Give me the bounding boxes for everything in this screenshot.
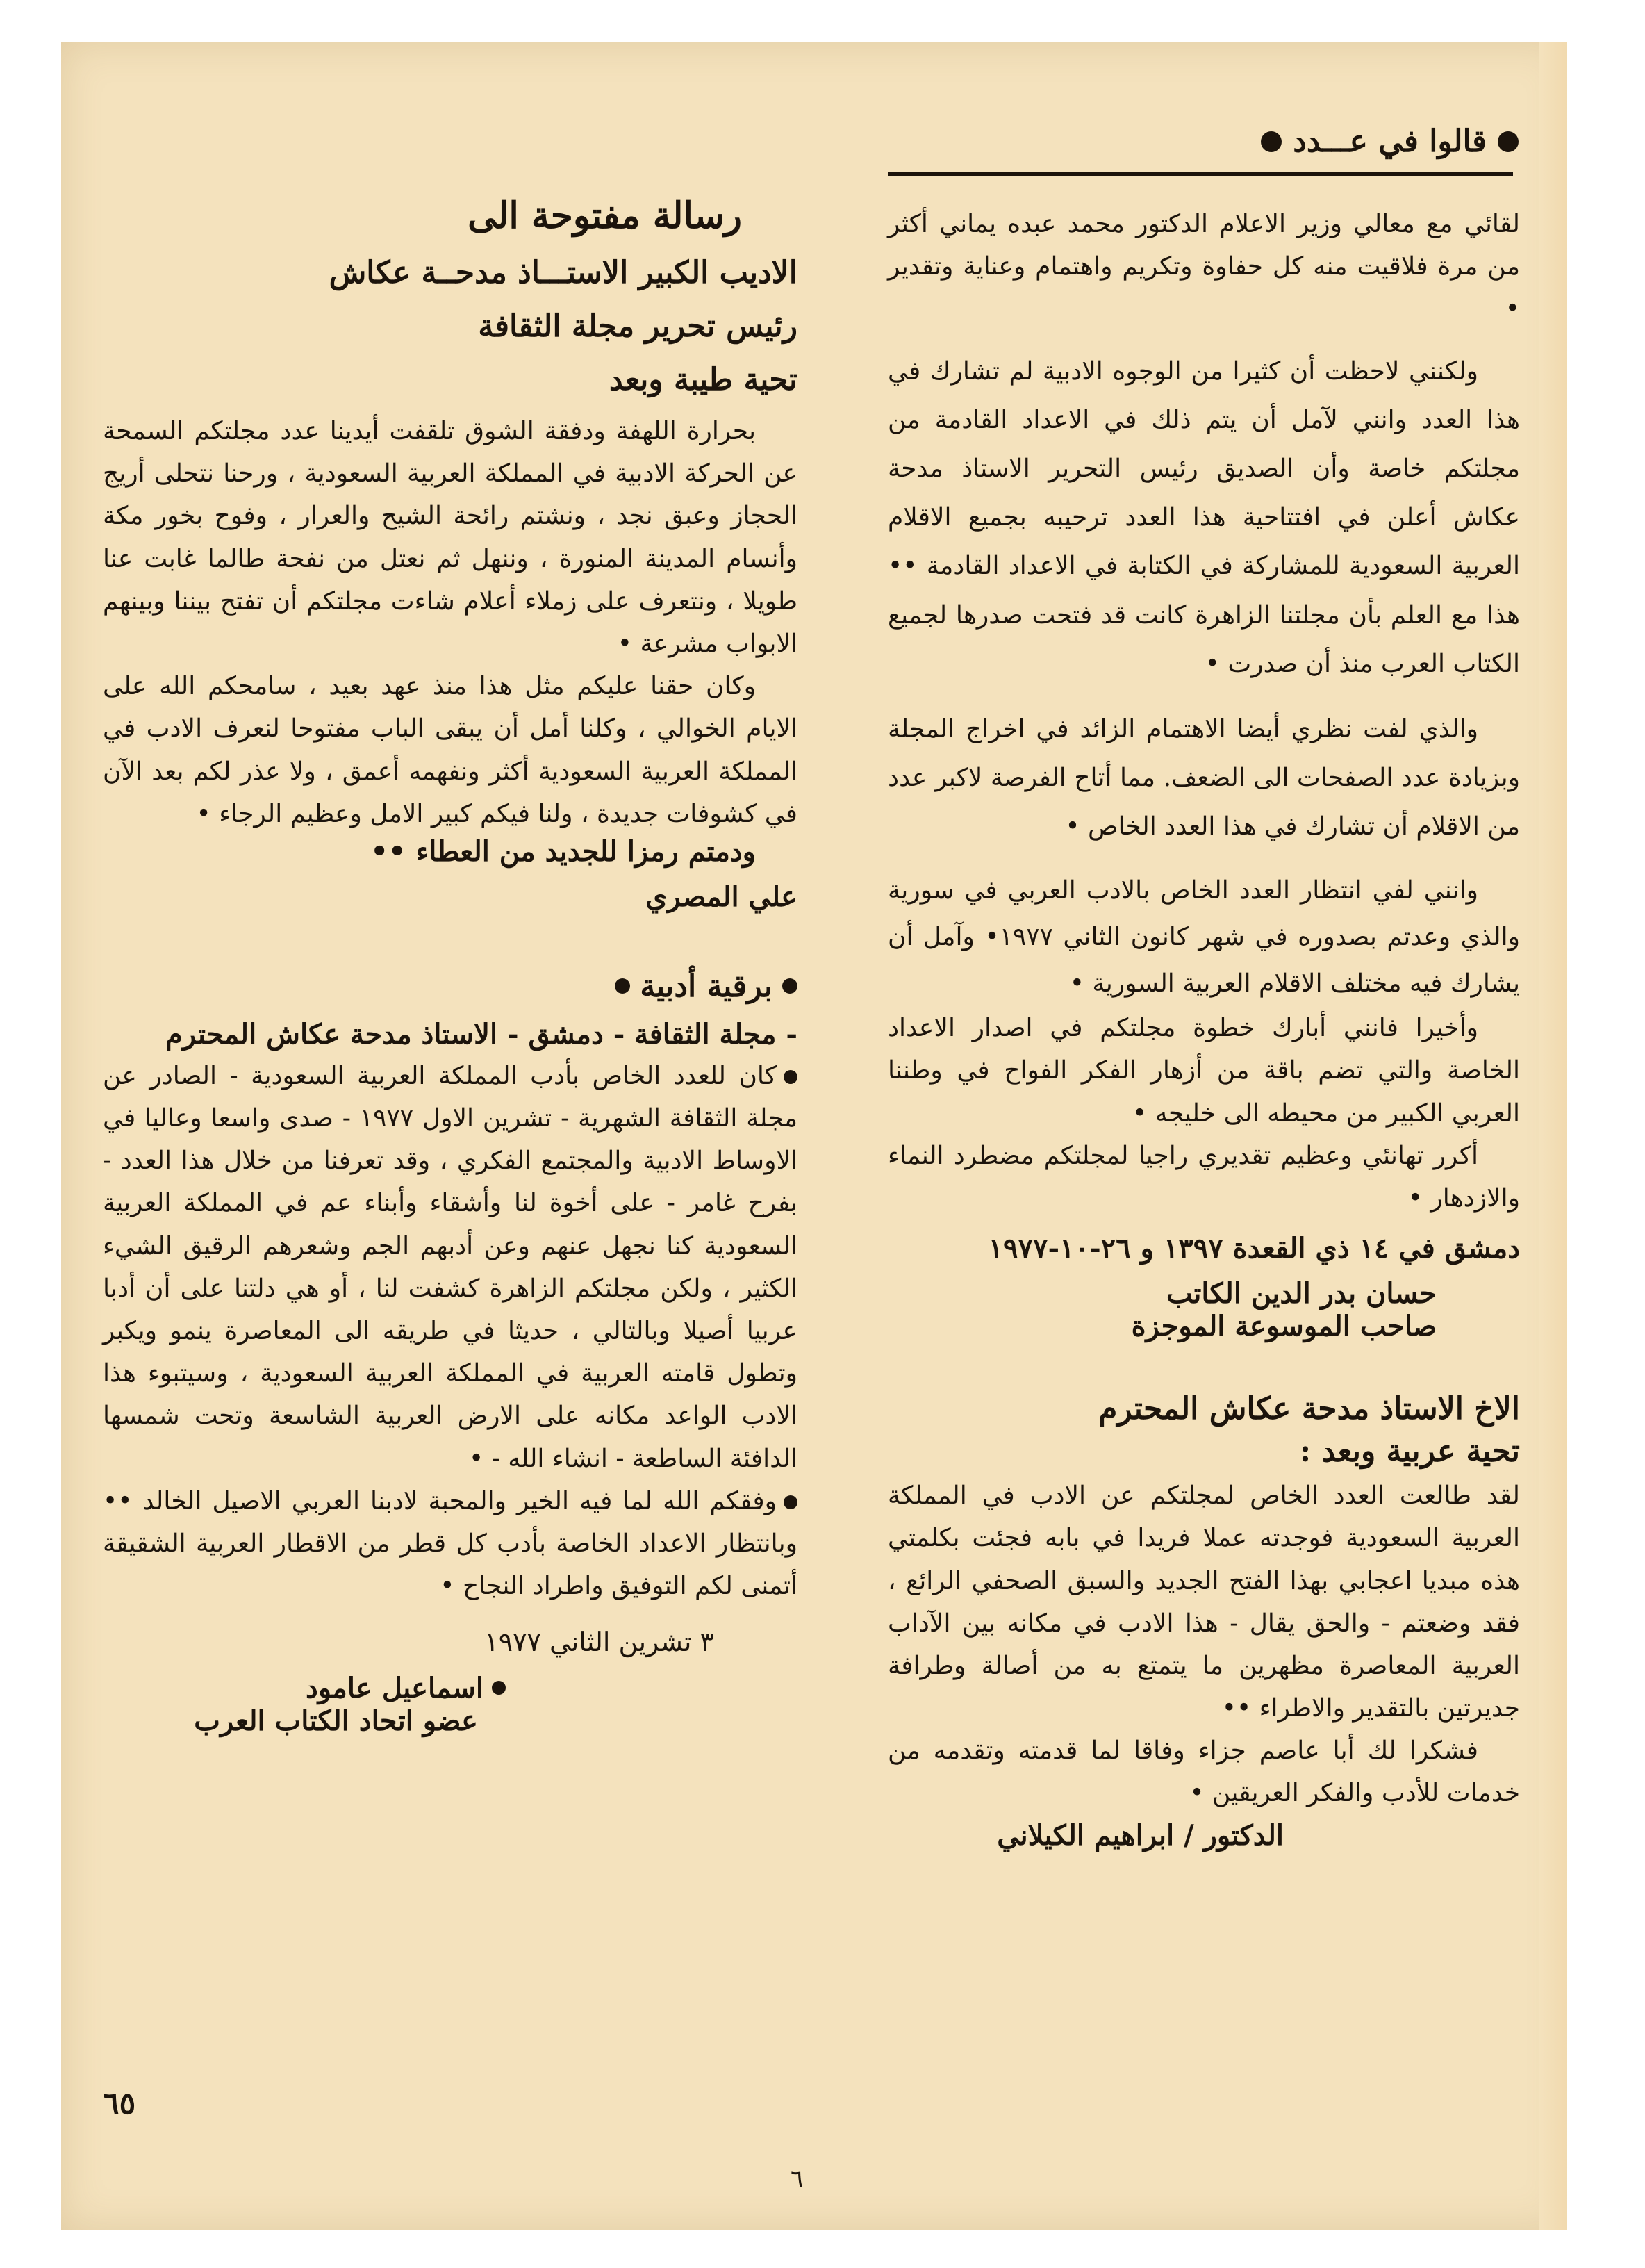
- bullet-icon: [784, 1070, 797, 1084]
- signature-name: علي المصري: [645, 880, 797, 913]
- letter-date: دمشق في ١٤ ذي القعدة ١٣٩٧ و ٢٦-١٠-١٩٧٧: [988, 1232, 1520, 1265]
- section-header: [1261, 124, 1519, 159]
- cable-date: ٣ تشرين الثاني ١٩٧٧: [484, 1627, 714, 1658]
- paragraph: وكان حقنا عليكم مثل هذا منذ عهد بعيد ، سامحكم الله على الايام الخوالي ، وكلنا أمل أن يبقى الباب مفتوحا لنعرف الادب في المملكة العربية السعودية أكثر ونفهمه أعمق ، ولا عذر لكم بعد الآن في كشوفات جديدة ، ولنا فيكم كبير الامل وعظيم الرجاء •: [103, 672, 797, 828]
- right-column: [888, 203, 1520, 1852]
- letter-greeting: تحية طيبة وبعد: [609, 362, 797, 397]
- paragraph: وانني لفي انتظار العدد الخاص بالادب العربي في سورية والذي وعدتم بصدوره في شهر كانون الثاني ١٩٧٧• وآمل أن يشارك فيه مختلف الاقلام العربية السورية •: [888, 876, 1520, 998]
- bullet-icon: [615, 978, 630, 994]
- bullet-icon: [784, 1495, 797, 1509]
- signature-name-text: اسماعيل عامود: [305, 1671, 483, 1704]
- cable-heading: [103, 969, 797, 1004]
- signature-title: عضو اتحاد الكتاب العرب: [194, 1704, 478, 1737]
- bullet-icon: [1498, 131, 1519, 152]
- paragraph: بحرارة اللهفة ودفقة الشوق تلقفت أيدينا عدد مجلتكم السمحة عن الحركة الادبية في المملكة العربية السعودية ، ورحنا نتحلى أريج الحجاز وعبق نجد ، ونشتم رائحة الشيح والعرار ، وفوح بخور مكة وأنسام المدينة المنورة ، وننهل ثم نعتل من نفحة طالما غابت عنا طويلا ، ونتعرف على زملاء أعلام شاءت مجلتكم أن تفتح بيننا وبينهم الابواب مشرعة •: [103, 417, 797, 658]
- section-title: قالوا في عـــدد: [1293, 124, 1487, 159]
- signature-title: صاحب الموسوعة الموجزة: [1131, 1310, 1437, 1343]
- letter-subtitle: رئيس تحرير مجلة الثقافة: [478, 309, 797, 344]
- closing-line: ودمتم رمزا للجديد من العطاء ••: [370, 835, 756, 868]
- bullet-icon: [782, 978, 797, 994]
- paragraph-text: وفقكم الله لما فيه الخير والمحبة لادبنا العربي الاصيل الخالد •• وبانتظار الاعداد الخاصة بأدب كل قطر من الاقطار العربية الشقيقة أتمنى لكم التوفيق واطراد النجاح •: [103, 1486, 797, 1601]
- paragraph: [103, 1055, 797, 1480]
- left-column: [103, 195, 797, 1737]
- bullet-icon: [1261, 131, 1282, 152]
- paragraph: فشكرا لك أبا عاصم جزاء وفاقا لما قدمته وتقدمه من خدمات للأدب والفكر العريقين •: [888, 1736, 1520, 1808]
- paragraph: أكرر تهانئي وعظيم تقديري راجيا لمجلتكم مضطرد النماء والازدهار •: [888, 1141, 1520, 1213]
- paragraph: لقائي مع معالي وزير الاعلام الدكتور محمد عبده يماني أكثر من مرة فلاقيت منه كل حفاوة وتكريم واهتمام وعناية وتقدير •: [888, 210, 1520, 324]
- signature-name: [103, 1672, 797, 1704]
- page-number: ٦٥: [103, 2086, 136, 2121]
- letter-greeting: تحية عربية وبعد :: [1299, 1433, 1520, 1470]
- paragraph: وأخيرا فانني أبارك خطوة مجلتكم في اصدار الاعداد الخاصة والتي تضم باقة من أزهار الفكر الفواح في وطننا العربي الكبير من محيطه الى خليجه •: [888, 1014, 1520, 1128]
- bullet-icon: [492, 1681, 506, 1695]
- letter-salutation: الاخ الاستاذ مدحة عكاش المحترم: [1098, 1391, 1520, 1427]
- page-edge: [1539, 42, 1567, 2230]
- footer-mark: ٦: [791, 2165, 804, 2193]
- paragraph: [103, 1480, 797, 1608]
- paragraph: والذي لفت نظري أيضا الاهتمام الزائد في اخراج المجلة وبزيادة عدد الصفحات الى الضعف. مما أتاح الفرصة لاكبر عدد من الاقلام أن تشارك في هذا العدد الخاص •: [888, 714, 1520, 841]
- signature-name: حسان بدر الدين الكاتب: [1166, 1277, 1437, 1310]
- letter-title: رسالة مفتوحة الى: [468, 195, 742, 237]
- paragraph-text: كان للعدد الخاص بأدب المملكة العربية السعودية - الصادر عن مجلة الثقافة الشهرية - تشرين الاول ١٩٧٧ - صدى واسعا وعاليا في الاوساط الادبية والمجتمع الفكري ، وقد تعرفنا من خلال هذا العدد - بفرح غامر - على أخوة لنا وأشقاء وأبناء عم في المملكة العربية السعودية كنا نجهل عنهم وعن أدبهم الجم وشعرهم الرقيق الشيء الكثير ، ولكن مجلتكم الزاهرة كشفت لنا ، أو هي دلتنا على أن أدبا عربيا أصيلا وبالتالي ، حديثا في طريقه الى المعاصرة ينمو ويكبر وتطول قامته العربية في المملكة العربية السعودية ، وسيتبوء هذا الادب الواعد مكانه على الارض العربية الشاسعة وتحت شمسها الدافئة الساطعة - انشاء الله - •: [103, 1061, 797, 1473]
- letter-subtitle: الاديب الكبير الاستـــاذ مدحــة عكاش: [329, 255, 797, 290]
- magazine-page: [61, 42, 1567, 2230]
- signature-name: الدكتور / ابراهيم الكيلاني: [997, 1818, 1284, 1852]
- paragraph: لقد طالعت العدد الخاص لمجلتكم عن الادب في المملكة العربية السعودية فوجدته عملا فريدا في بابه فجئت بكلمتي هذه مبديا اعجابي بهذا الفتح الجديد والسبق الصحفي الرائع ، فقد وضعتم - والحق يقال - هذا الادب في مكانه بين الآداب العربية المعاصرة مظهرين ما يتمتع به من أصالة وطرافة جديرتين بالتقدير والاطراء ••: [888, 1481, 1520, 1723]
- paragraph: ولكنني لاحظت أن كثيرا من الوجوه الادبية لم تشارك في هذا العدد وانني لآمل أن يتم ذلك في الاعداد القادمة من مجلتكم خاصة وأن الصديق رئيس التحرير الاستاذ مدحة عكاش أعلن في افتتاحية هذا العدد ترحيبه بجميع الاقلام العربية السعودية للمشاركة في الكتابة في الاعداد القادمة •• هذا مع العلم بأن مجلتنا الزاهرة كانت قد فتحت صدرها لجميع الكتاب العرب منذ أن صدرت •: [888, 356, 1520, 678]
- cable-recipient: - مجلة الثقافة - دمشق - الاستاذ مدحة عكاش المحترم: [165, 1017, 797, 1051]
- cable-heading-text: برقية أدبية: [640, 968, 772, 1004]
- header-rule: [888, 172, 1513, 176]
